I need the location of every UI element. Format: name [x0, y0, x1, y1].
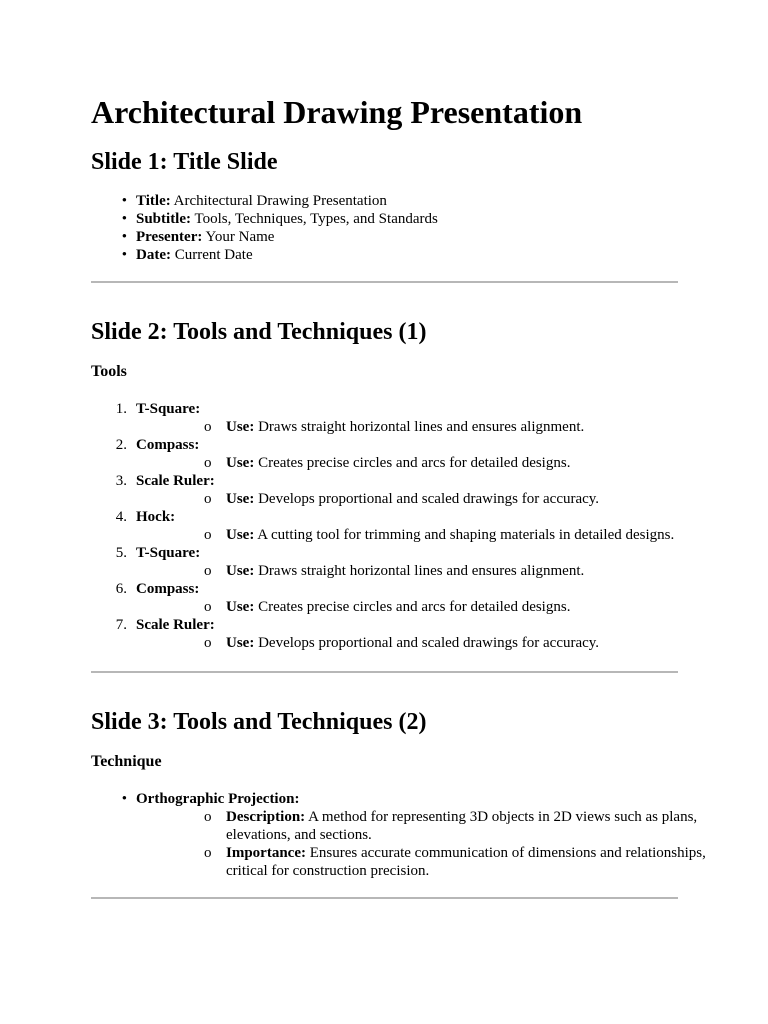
- sub-list: [136, 634, 726, 652]
- item-label: Subtitle:: [136, 211, 192, 227]
- sub-bullet-marker: o: [204, 563, 212, 579]
- use-text: Draws straight horizontal lines and ensures alignment.: [254, 419, 585, 435]
- technique-list: [91, 790, 706, 880]
- list-item: [91, 400, 681, 436]
- list-item: [91, 508, 681, 544]
- use-text: Develops proportional and scaled drawings for accuracy.: [254, 635, 600, 651]
- use-text: Draws straight horizontal lines and ensures alignment.: [254, 563, 585, 579]
- tool-name: Hock:: [136, 509, 176, 525]
- tool-name: T-Square:: [136, 545, 201, 561]
- list-number: 4.: [115, 509, 127, 525]
- list-item: [91, 228, 681, 246]
- use-label: Use:: [226, 455, 255, 471]
- sub-list: [136, 454, 726, 472]
- item-text: Architectural Drawing Presentation: [170, 193, 387, 209]
- item-text: Your Name: [202, 229, 275, 245]
- slide3-heading: Slide 3: Tools and Techniques (2): [91, 709, 427, 735]
- bullet-marker: •: [121, 791, 127, 807]
- list-item: [91, 580, 681, 616]
- item-text: Current Date: [170, 247, 253, 263]
- tool-name: Scale Ruler:: [136, 473, 215, 489]
- bullet-marker: •: [121, 247, 127, 263]
- list-number: 6.: [115, 581, 127, 597]
- list-number: 7.: [115, 617, 127, 633]
- sub-bullet-marker: o: [204, 419, 212, 435]
- tool-name: Scale Ruler:: [136, 617, 215, 633]
- sub-list-item: [136, 418, 726, 436]
- tool-name: Compass:: [136, 437, 200, 453]
- sub-list-item: [136, 526, 726, 544]
- section-divider: [91, 281, 678, 283]
- use-label: Use:: [226, 599, 255, 615]
- slide2-heading: Slide 2: Tools and Techniques (1): [91, 319, 427, 345]
- sub-list: [136, 598, 726, 616]
- sub-bullet-marker: o: [204, 809, 212, 825]
- sub-list: [136, 526, 726, 544]
- list-item: [91, 544, 681, 580]
- importance-label: Importance:: [226, 845, 306, 861]
- slide3-subheading: Technique: [91, 753, 162, 770]
- section-divider: [91, 897, 678, 899]
- list-item: [91, 210, 681, 228]
- item-label: Presenter:: [136, 229, 203, 245]
- bullet-marker: •: [121, 211, 127, 227]
- sub-list-item: [136, 844, 726, 880]
- use-label: Use:: [226, 563, 255, 579]
- use-label: Use:: [226, 419, 255, 435]
- use-text: Develops proportional and scaled drawings for accuracy.: [254, 491, 600, 507]
- list-number: 2.: [115, 437, 127, 453]
- item-text: Tools, Techniques, Types, and Standards: [191, 211, 438, 227]
- bullet-marker: •: [121, 229, 127, 245]
- sub-bullet-marker: o: [204, 455, 212, 471]
- bullet-marker: •: [121, 193, 127, 209]
- list-item: [91, 192, 681, 210]
- technique-name: Orthographic Projection:: [136, 791, 300, 807]
- list-item: [91, 616, 681, 652]
- list-item: [91, 790, 706, 880]
- tool-name: T-Square:: [136, 401, 201, 417]
- list-number: 3.: [115, 473, 127, 489]
- slide1-heading: Slide 1: Title Slide: [91, 149, 278, 175]
- list-item: [91, 436, 681, 472]
- sub-list: [136, 490, 726, 508]
- use-label: Use:: [226, 635, 255, 651]
- tool-name: Compass:: [136, 581, 200, 597]
- use-label: Use:: [226, 491, 255, 507]
- sub-bullet-marker: o: [204, 491, 212, 507]
- description-text: A method for representing 3D objects in 2D views such as plans, elevations, and sections.: [226, 809, 698, 843]
- list-item: [91, 246, 681, 264]
- sub-list-item: [136, 808, 726, 844]
- list-number: 1.: [115, 401, 127, 417]
- tools-list: [91, 400, 681, 652]
- sub-list-item: [136, 598, 726, 616]
- use-text: A cutting tool for trimming and shaping materials in detailed designs.: [254, 527, 675, 543]
- sub-bullet-marker: o: [204, 527, 212, 543]
- slide1-list: [91, 192, 681, 264]
- sub-bullet-marker: o: [204, 599, 212, 615]
- sub-bullet-marker: o: [204, 845, 212, 861]
- list-item: [91, 472, 681, 508]
- sub-list: [136, 808, 726, 880]
- list-number: 5.: [115, 545, 127, 561]
- description-label: Description:: [226, 809, 306, 825]
- item-label: Date:: [136, 247, 171, 263]
- sub-list: [136, 418, 726, 436]
- item-label: Title:: [136, 193, 171, 209]
- document-title: Architectural Drawing Presentation: [91, 94, 583, 130]
- sub-list-item: [136, 454, 726, 472]
- use-text: Creates precise circles and arcs for detailed designs.: [254, 455, 571, 471]
- section-divider: [91, 671, 678, 673]
- sub-list-item: [136, 562, 726, 580]
- use-text: Creates precise circles and arcs for detailed designs.: [254, 599, 571, 615]
- sub-list-item: [136, 634, 726, 652]
- importance-text: Ensures accurate communication of dimensions and relationships, critical for construction precision.: [226, 845, 706, 879]
- sub-bullet-marker: o: [204, 635, 212, 651]
- sub-list: [136, 562, 726, 580]
- sub-list-item: [136, 490, 726, 508]
- slide2-subheading: Tools: [91, 363, 127, 380]
- use-label: Use:: [226, 527, 255, 543]
